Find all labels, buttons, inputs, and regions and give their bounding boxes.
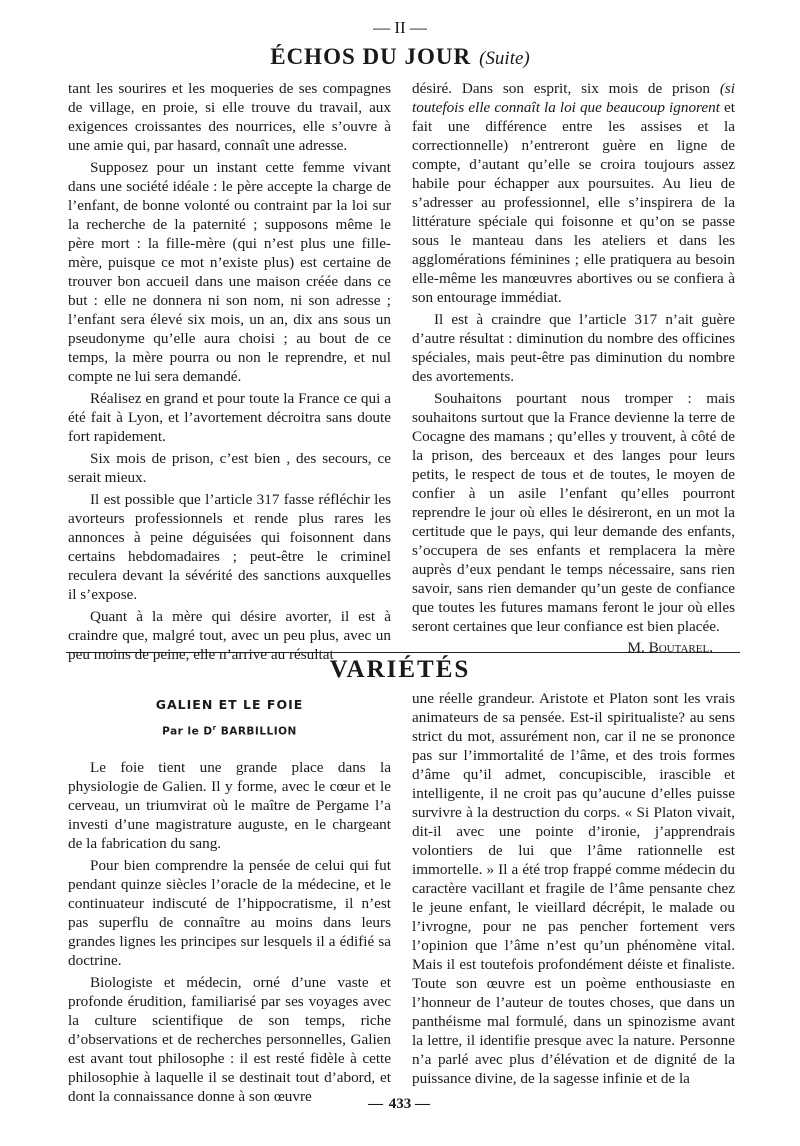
text-run: et fait une différence entre les assises et la correctionnelle) n’entreront guère en ligne de compte, d’autant qu’elle se croira toujours assez habile pour échapper aux poursuites. Au lieu de s’adresser au professionnel, elle s’inspirera de la littérature spéciale qui foisonne et qu’on se passe sous le manteau dans les ateliers et dans les agglomérations féminines ; elle pratiquera au besoin elle-même les manœuvres abortives ou se confiera à son entourage immédiat.	[412, 99, 735, 306]
paragraph: Pour bien comprendre la pensée de celui qui fut pendant quinze siècles l’oracle de la médecine, et le continuateur indiscuté de l’hippocratisme, il n’est pas superflu de connaître au moins dans leurs grandes lignes les principes sur lesquels il a édifié sa doctrine.	[68, 857, 391, 969]
byline-name: BARBILLION	[220, 725, 297, 738]
paragraph: Le foie tient une grande place dans la physiologie de Galien. Il y forme, avec le cœur et le cerveau, un triumvirat où le maître de Pergame l’a investi d’une magistrature auguste, en le chargeant de la fabrication du sang.	[68, 759, 391, 852]
italic-text-run: (si toutefois elle connaît la loi que beaucoup ignorent	[412, 80, 735, 116]
echos-column-left	[68, 79, 391, 664]
paragraph: Quant à la mère qui désire avorter, il est à craindre que, malgré tout, avec un peu plus, avec un peu moins de peine, elle n’arrive au résultat	[68, 608, 391, 663]
paragraph: Il est possible que l’article 317 fasse réfléchir les avorteurs professionnels et rende plus rares les annonces à peine déguisées qui foisonnent dans certains hebdomadaires ; peut-être le criminel reculera devant la sévérité des sanctions auxquelles il s’expose.	[68, 491, 391, 603]
paragraph: tant les sourires et les moqueries de ses compagnes de village, en proie, si elle trouve du travail, aux exigences croissantes des nourrices, elle s’ouvre à une amie qui, par hasard, connaît une adresse.	[68, 80, 391, 154]
paragraph: Supposez pour un instant cette femme vivant dans une société idéale : le père accepte la charge de l’enfant, de bonne volonté ou contraint par la loi sur la recherche de la paternité ; supposons même le père mort : la fille-mère (qui n’est plus une fille-mère, puisque ce mot n’existe plus) est certaine de trouver bon accueil dans une maison créée dans ce but : elle ne donnera ni son nom, ni son adresse ; l’enfant sera élevé six mois, un an, dix ans sous un pseudonyme qu’elle aura choisi ; au bout de ce temps, la mère pourra ou non le reprendre, et nul compte ne lui sera demandé.	[68, 159, 391, 385]
byline-prefix: Par le D	[162, 725, 213, 738]
section-suffix: (Suite)	[479, 48, 530, 69]
paragraph: Six mois de prison, c’est bien , des secours, ce serait mieux.	[68, 450, 391, 486]
varietes-heading: VARIÉTÉS	[329, 656, 471, 683]
article-title: GALIEN ET LE FOIE	[155, 697, 304, 712]
paragraph: Réalisez en grand et pour toute la France ce qui a été fait à Lyon, et l’avortement décroitra sans doute fort rapidement.	[68, 390, 391, 445]
section-heading	[0, 44, 800, 70]
section-divider	[66, 652, 740, 653]
page-roman-number: — II —	[373, 18, 427, 37]
article-column-right	[412, 689, 735, 1088]
text-run: désiré. Dans son esprit, six mois de prison	[412, 80, 720, 97]
paragraph	[412, 79, 735, 307]
article-column-left	[68, 758, 391, 1106]
author-signature: M. Boutarel.	[627, 639, 713, 656]
page-number-value: 433	[388, 1096, 412, 1112]
section-title: ÉCHOS DU JOUR	[270, 44, 472, 69]
article-byline	[68, 724, 391, 738]
paragraph: Il est à craindre que l’article 317 n’ait guère d’autre résultat : diminution du nombre des officines spéciales, mais peut-être pas diminution du nombre des avortements.	[412, 311, 735, 385]
paragraph: Biologiste et médecin, orné d’une vaste et profonde érudition, familiarisé par ses voyages avec la culture scientifique de son temps, riche d’observations et de recherches personnelles, Galien est avant tout philosophe : il est resté fidèle à cette philosophie à laquelle il se destinait tout d’abord, et dont la connaissance donne à son œuvre	[68, 974, 391, 1105]
paragraph: Souhaitons pourtant nous tromper : mais souhaitons surtout que la France devienne la terre de Cocagne des mamans ; qu’elles y trouvent, à côté de la prison, des berceaux et des langes pour leurs petits, le respect de tous et de toutes, le moyen de confier à un asile l’enfant qu’elles pourront reprendre le jour où elles le désireront, en un mot la certitude que le pays, qui leur demande des enfants, s’occupera de ses enfants et remplacera la mère auprès d’eux pendant le temps nécessaire, sans rien savoir, sans rien demander qu’un geste de confiance que toutes les futures mamans feront le jour où elles seront certaines que leur confiance est bien placée.	[412, 390, 735, 635]
page-number: — 433 —	[368, 1096, 432, 1112]
byline-superscript: r	[212, 724, 217, 732]
echos-column-right	[412, 79, 735, 657]
paragraph: une réelle grandeur. Aristote et Platon sont les vrais animateurs de sa pensée. Est-il spiritualiste? au sens strict du mot, assurément non, car il ne se prononce pas sur l’immortalité de l’âme, et des trois formes d’âme qu’il admet, concupiscible, irascible et intelligente, il ne croit pas qu’aucune d’elles puisse survivre à la destruction du corps. « Si Platon vivait, dit-il avec une pointe d’ironie, j’apprendrais volontiers de lui que l’âme rationnelle est immortelle. » Il a été trop frappé comme médecin du caractère vacillant et fragile de l’âme pensante chez le jeune enfant, le vieillard décrépit, le malade ou l’ivrogne, pour ne pas pencher fortement vers l’opinion que l’âme n’est qu’un phénomène vital. Mais il est toutefois profondément déiste et finaliste. Toute son œuvre est un poème enthousiaste en l’honneur de l’auteur de toutes choses, que dans un panthéisme mal formulé, dans un spinozisme avant la lettre, il identifie presque avec la nature. Personne n’a parlé avec plus d’élévation et de dignité de la puissance divine, de la sagesse infinie et de la	[412, 690, 735, 1087]
